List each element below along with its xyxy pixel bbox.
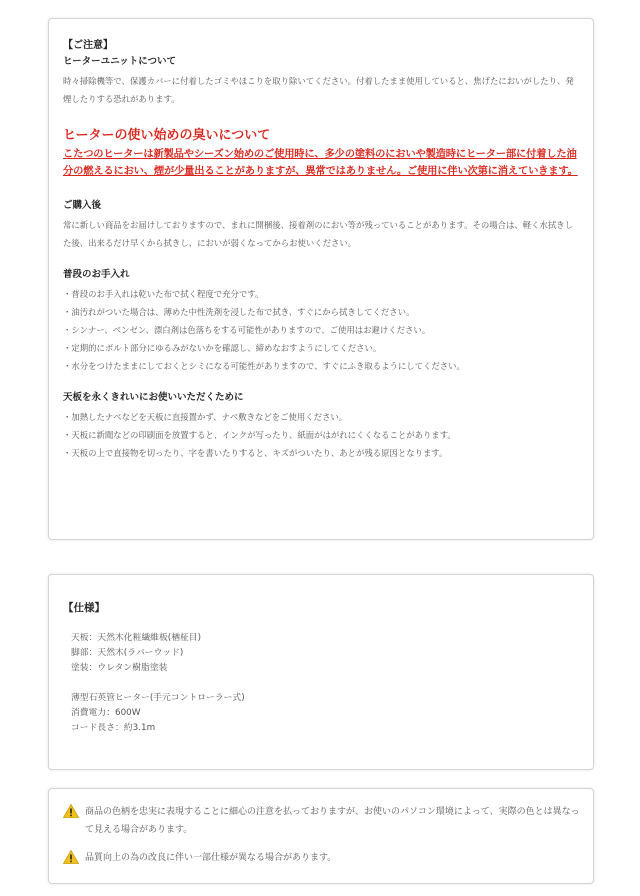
- care-item: ・シンナー、ベンゼン、漂白剤は色落ちをする可能性がありますので、ご使用はお避けください。: [63, 325, 431, 335]
- top-care-item: ・天板の上で直接物を切ったり、字を書いたりすると、キズがついたり、あとが残る原因となります。: [63, 448, 448, 458]
- top-care-list: [63, 408, 579, 462]
- smell-title: ヒーターの使い始めの臭いについて: [63, 128, 271, 143]
- top-care-heading: 天板を永くきれいにお使いいただくために: [63, 392, 244, 403]
- spec-title: 【仕様】: [63, 602, 105, 614]
- spec-line: 天板：天然木化粧繊維板(楢柾目): [71, 633, 202, 643]
- spec-line: 脚部：天然木(ラバーウッド): [71, 648, 184, 658]
- warning-text: 商品の色柄を忠実に表現することに細心の注意を払っておりますが、お使いのパソコン環境によって、実際の色とは異なって見える場合があります。: [85, 807, 580, 835]
- care-item: ・普段のお手入れは乾いた布で拭く程度で充分です。: [63, 289, 264, 299]
- spec-line: 消費電力：600W: [71, 708, 141, 718]
- care-item: ・油汚れがついた場合は、薄めた中性洗剤を浸した布で拭き、すぐにから拭きしてください。: [63, 307, 415, 317]
- spec-card: [48, 574, 594, 770]
- notice-title: 【ご注意】: [63, 40, 113, 51]
- care-item: ・水分をつけたままにしておくとシミになる可能性がありますので、すぐにふき取るようにしてください。: [63, 361, 465, 371]
- warning-icon: [63, 804, 79, 818]
- smell-text: こたつのヒーターは新製品やシーズン始めのご使用時に、多少の塗料のにおいや製造時にヒーター部に付着した油分の燃えるにおい、煙が少量出ることがありますが、異常ではありません。ご使用に伴い次第に消えていきます。: [63, 148, 578, 177]
- top-care-item: ・加熱したナベなどを天板に直接置かず、ナベ敷きなどをご使用ください。: [63, 412, 348, 422]
- purchase-text: 常に新しい商品をお届けしておりますので、まれに開梱後、接着剤のにおい等が残っていることがあります。その場合は、軽く水拭きした後、出来るだけ早くから拭きし、においが弱くなってからお使いください。: [63, 220, 574, 248]
- warning-text: 品質向上の為の改良に伴い一部仕様が異なる場合があります。: [85, 853, 337, 863]
- heater-unit-heading: ヒーターユニットについて: [63, 56, 177, 67]
- spec-line: 薄型石英管ヒーター(手元コントローラー式): [71, 693, 245, 703]
- warning-icon: [63, 850, 79, 864]
- care-list: [63, 285, 579, 375]
- warning-row: [63, 849, 583, 867]
- care-item: ・定期的にボルト部分にゆるみがないかを確認し、締めなおすようにしてください。: [63, 343, 382, 353]
- warning-card: [48, 788, 594, 884]
- care-heading: 普段のお手入れ: [63, 269, 130, 280]
- purchase-heading: ご購入後: [63, 200, 102, 211]
- spec-line: 塗装：ウレタン樹脂塗装: [71, 663, 168, 673]
- warning-row: [63, 803, 583, 839]
- heater-unit-text: 時々掃除機等で、保護カバーに付着したゴミやほこりを取り除いてください。付着したまま使用していると、焦げたにおいがしたり、発煙したりする恐れがあります。: [63, 76, 574, 104]
- spec-line: コード長さ：約3.1m: [71, 723, 156, 733]
- notice-card: [48, 18, 594, 540]
- top-care-item: ・天板に新聞などの印刷面を放置すると、インクが写ったり、紙面がはがれにくくなることがあります。: [63, 430, 456, 440]
